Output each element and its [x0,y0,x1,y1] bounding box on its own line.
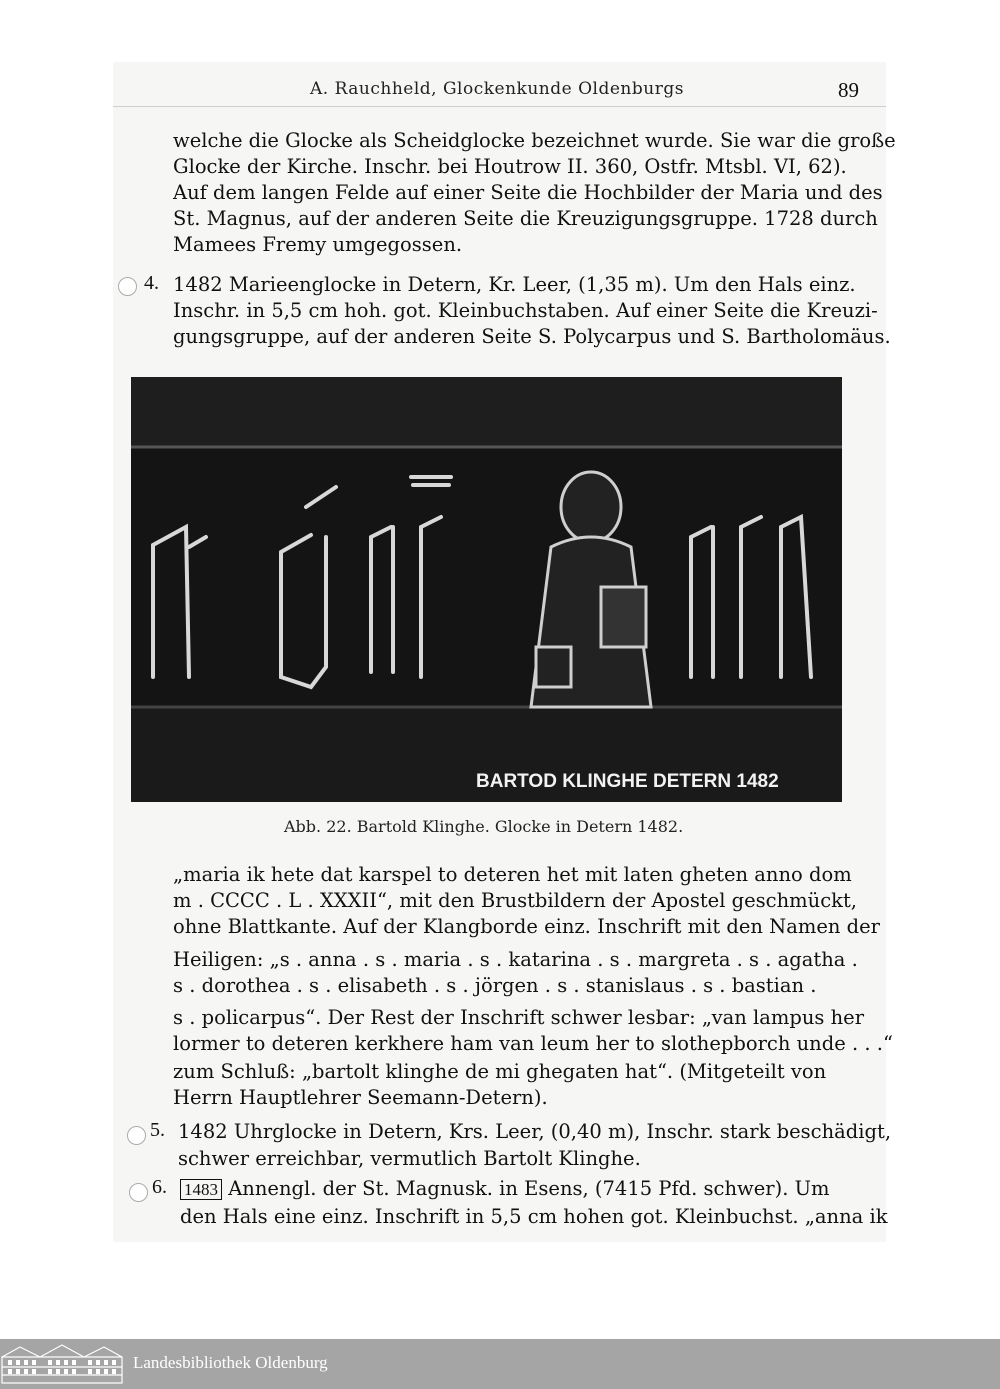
text-line: welche die Glocke als Scheidglocke bezeichnet wurde. Sie war die große [173,129,896,152]
text-line: Mamees Fremy umgegossen. [173,233,463,256]
text-line: 1482 Marieenglocke in Detern, Kr. Leer, (1,35 m). Um den Hals einz. [173,273,856,296]
margin-circle-icon [118,277,137,296]
figure-caption: Abb. 22. Bartold Klinghe. Glocke in Detern 1482. [284,817,684,836]
entry-text: Annengl. der St. Magnusk. in Esens, (7415 Pfd. schwer). Um [228,1177,830,1200]
bell-inscription-photo [131,377,842,802]
text-line: s . policarpus“. Der Rest der Inschrift schwer lesbar: „van lampus her [173,1006,865,1029]
text-line [180,1176,830,1203]
library-footer [0,1339,1000,1389]
text-line: gungsgruppe, auf der anderen Seite S. Polycarpus und S. Bartholomäus. [173,325,891,348]
text-line: lormer to deteren kerkhere ham van leum her to slothepborch unde . . .“ [173,1032,893,1055]
margin-circle-icon [129,1183,148,1202]
header-rule [113,106,886,107]
text-line: zum Schluß: „bartolt klinghe de mi ghegaten hat“. (Mitgeteilt von [173,1060,827,1083]
text-line: Glocke der Kirche. Inschr. bei Houtrow II. 360, Ostfr. Mtsbl. VI, 62). [173,155,847,178]
relief-illustration [131,377,842,802]
library-building-icon [0,1343,124,1385]
year-box: 1483 [180,1179,222,1200]
entry-number: 4. [144,272,159,294]
text-line: Inschr. in 5,5 cm hoh. got. Kleinbuchstaben. Auf einer Seite die Kreuzi- [173,299,878,322]
text-line: Auf dem langen Felde auf einer Seite die Hochbilder der Maria und des [173,181,883,204]
plate-text: BARTOD KLINGHE DETERN 1482 [476,771,779,792]
header-title: A. Rauchheld, Glockenkunde Oldenburgs [310,79,684,99]
text-line: Herrn Hauptlehrer Seemann-Detern). [173,1086,548,1109]
entry-number: 6. [152,1176,167,1198]
text-line: St. Magnus, auf der anderen Seite die Kreuzigungsgruppe. 1728 durch [173,207,878,230]
text-line: „maria ik hete dat karspel to deteren het mit laten gheten anno dom [173,863,852,886]
text-line: Heiligen: „s . anna . s . maria . s . katarina . s . margreta . s . agatha . [173,948,858,971]
text-line: s . dorothea . s . elisabeth . s . jörgen . s . stanislaus . s . bastian . [173,974,817,997]
margin-circle-icon [127,1126,146,1145]
text-line: 1482 Uhrglocke in Detern, Krs. Leer, (0,40 m), Inschr. stark beschädigt, [178,1120,892,1143]
text-line: ohne Blattkante. Auf der Klangborde einz. Inschrift mit den Namen der [173,915,880,938]
entry-number: 5. [150,1119,165,1141]
library-name: Landesbibliothek Oldenburg [133,1353,328,1372]
page-number: 89 [838,78,859,102]
text-line: den Hals eine einz. Inschrift in 5,5 cm hohen got. Kleinbuchst. „anna ik [180,1205,888,1228]
text-line: schwer erreichbar, vermutlich Bartolt Klinghe. [178,1147,641,1170]
text-line: m . CCCC . L . XXXII“, mit den Brustbildern der Apostel geschmückt, [173,889,857,912]
